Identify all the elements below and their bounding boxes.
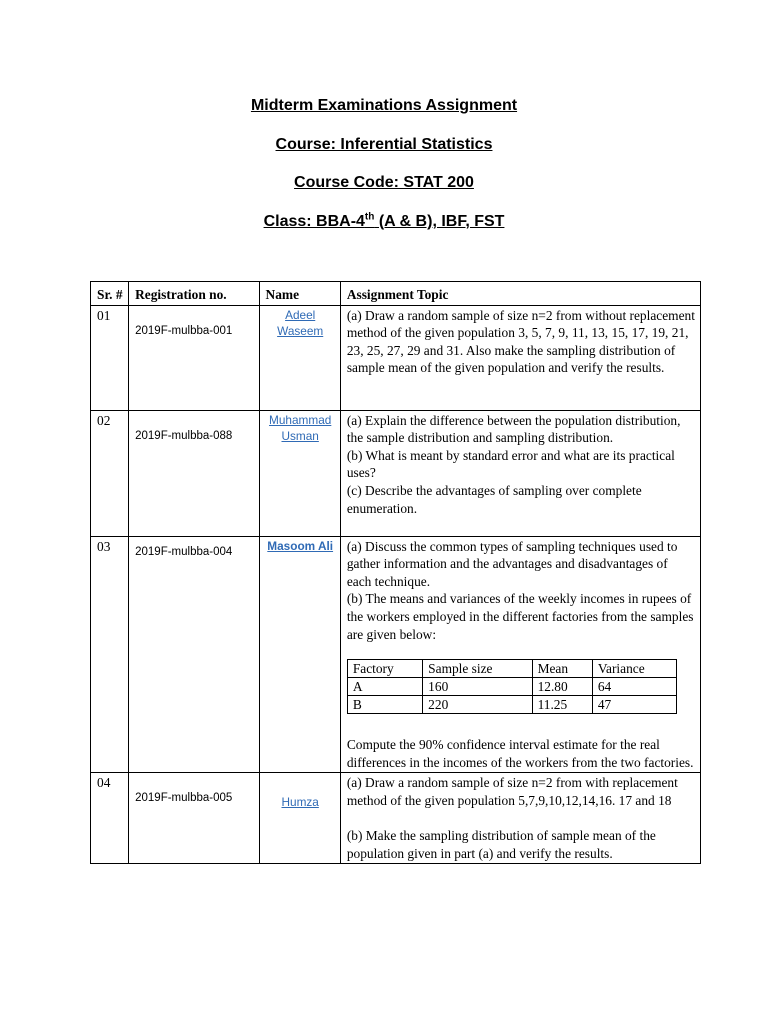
- cell-topic: (a) Draw a random sample of size n=2 from without replacement method of the given population 3, 5, 7, 9, 11, 13, 15, 17, 19, 21, 23, 25, 27, 29 and 31. Also make the sampling distribution of sample mean of the given population and verify the results.: [340, 305, 700, 410]
- document-title: Midterm Examinations Assignment: [250, 97, 518, 114]
- inner-cell: 11.25: [532, 696, 592, 714]
- cell-name: [259, 773, 340, 864]
- inner-row: [347, 678, 676, 696]
- cell-topic: [340, 536, 700, 773]
- header-name: Name: [259, 282, 340, 306]
- inner-header-variance: Variance: [592, 660, 676, 678]
- class-info-prefix: Class: BBA-4: [263, 212, 365, 230]
- cell-registration: [129, 773, 259, 864]
- topic-text: (a) Discuss the common types of sampling techniques used to gather information and the advantages and disadvantages of each technique. (b) The means and variances of the weekly incomes in rupees of the workers employed in the different factories from the samples are given below:: [346, 538, 694, 642]
- inner-cell: 220: [423, 696, 532, 714]
- table-row: [91, 773, 701, 864]
- cell-topic: (a) Draw a random sample of size n=2 from with replacement method of the given population 5,7,9,10,12,14,16. 17 and 18 (b) Make the sampling distribution of sample mean of the population given in part (a) and verify the results.: [340, 773, 700, 864]
- assignment-table: [90, 281, 701, 864]
- registration-number: 2019F-mulbba-004: [135, 545, 233, 558]
- table-row: [91, 536, 701, 773]
- registration-number: 2019F-mulbba-088: [135, 429, 233, 442]
- inner-header-factory: Factory: [347, 660, 422, 678]
- header-registration: Registration no.: [129, 282, 259, 306]
- table-row: [91, 305, 701, 410]
- inner-cell: A: [347, 678, 422, 696]
- cell-name: [259, 305, 340, 410]
- inner-row: [347, 696, 676, 714]
- student-name-link[interactable]: Muhammad Usman: [269, 412, 332, 444]
- cell-name: [259, 536, 340, 773]
- cell-registration: [129, 536, 259, 773]
- inner-cell: 64: [592, 678, 676, 696]
- class-info: [0, 208, 768, 247]
- registration-number: 2019F-mulbba-001: [135, 324, 233, 337]
- student-name-link[interactable]: Adeel Waseem: [277, 307, 324, 339]
- registration-number: 2019F-mulbba-005: [135, 792, 233, 805]
- cell-registration: [129, 305, 259, 410]
- cell-topic: (a) Explain the difference between the population distribution, the sample distribution and sampling distribution. (b) What is meant by standard error and what are its practical uses? (c) Describe the advantages of sampling over complete enumeration.: [340, 410, 700, 536]
- table-row: [91, 410, 701, 536]
- student-name-link[interactable]: Masoom Ali: [267, 538, 334, 553]
- inner-header-mean: Mean: [532, 660, 592, 678]
- inner-header-sample-size: Sample size: [423, 660, 532, 678]
- student-name-link[interactable]: Humza: [281, 795, 319, 810]
- table-header-row: [91, 282, 701, 306]
- course-code: Course Code: STAT 200: [294, 174, 474, 191]
- inner-cell: B: [347, 696, 422, 714]
- cell-sr: 02: [91, 410, 129, 536]
- course-name: Course: Inferential Statistics: [275, 135, 493, 153]
- inner-cell: 160: [423, 678, 532, 696]
- inner-cell: 47: [592, 696, 676, 714]
- class-info-suffix: (A & B), IBF, FST: [374, 212, 505, 230]
- factory-income-table: [347, 659, 677, 714]
- inner-header-row: [347, 660, 676, 678]
- cell-sr: 04: [91, 773, 129, 864]
- cell-sr: 03: [91, 536, 129, 773]
- topic-text-continued: Compute the 90% confidence interval estimate for the real differences in the incomes of the workers from the two factories.: [346, 737, 694, 770]
- cell-name: [259, 410, 340, 536]
- header-topic: Assignment Topic: [340, 282, 700, 306]
- cell-sr: 01: [91, 305, 129, 410]
- header-sr: Sr. #: [91, 282, 129, 306]
- inner-cell: 12.80: [532, 678, 592, 696]
- cell-registration: [129, 410, 259, 536]
- class-info-superscript: th: [364, 211, 375, 223]
- document-header: [0, 92, 768, 246]
